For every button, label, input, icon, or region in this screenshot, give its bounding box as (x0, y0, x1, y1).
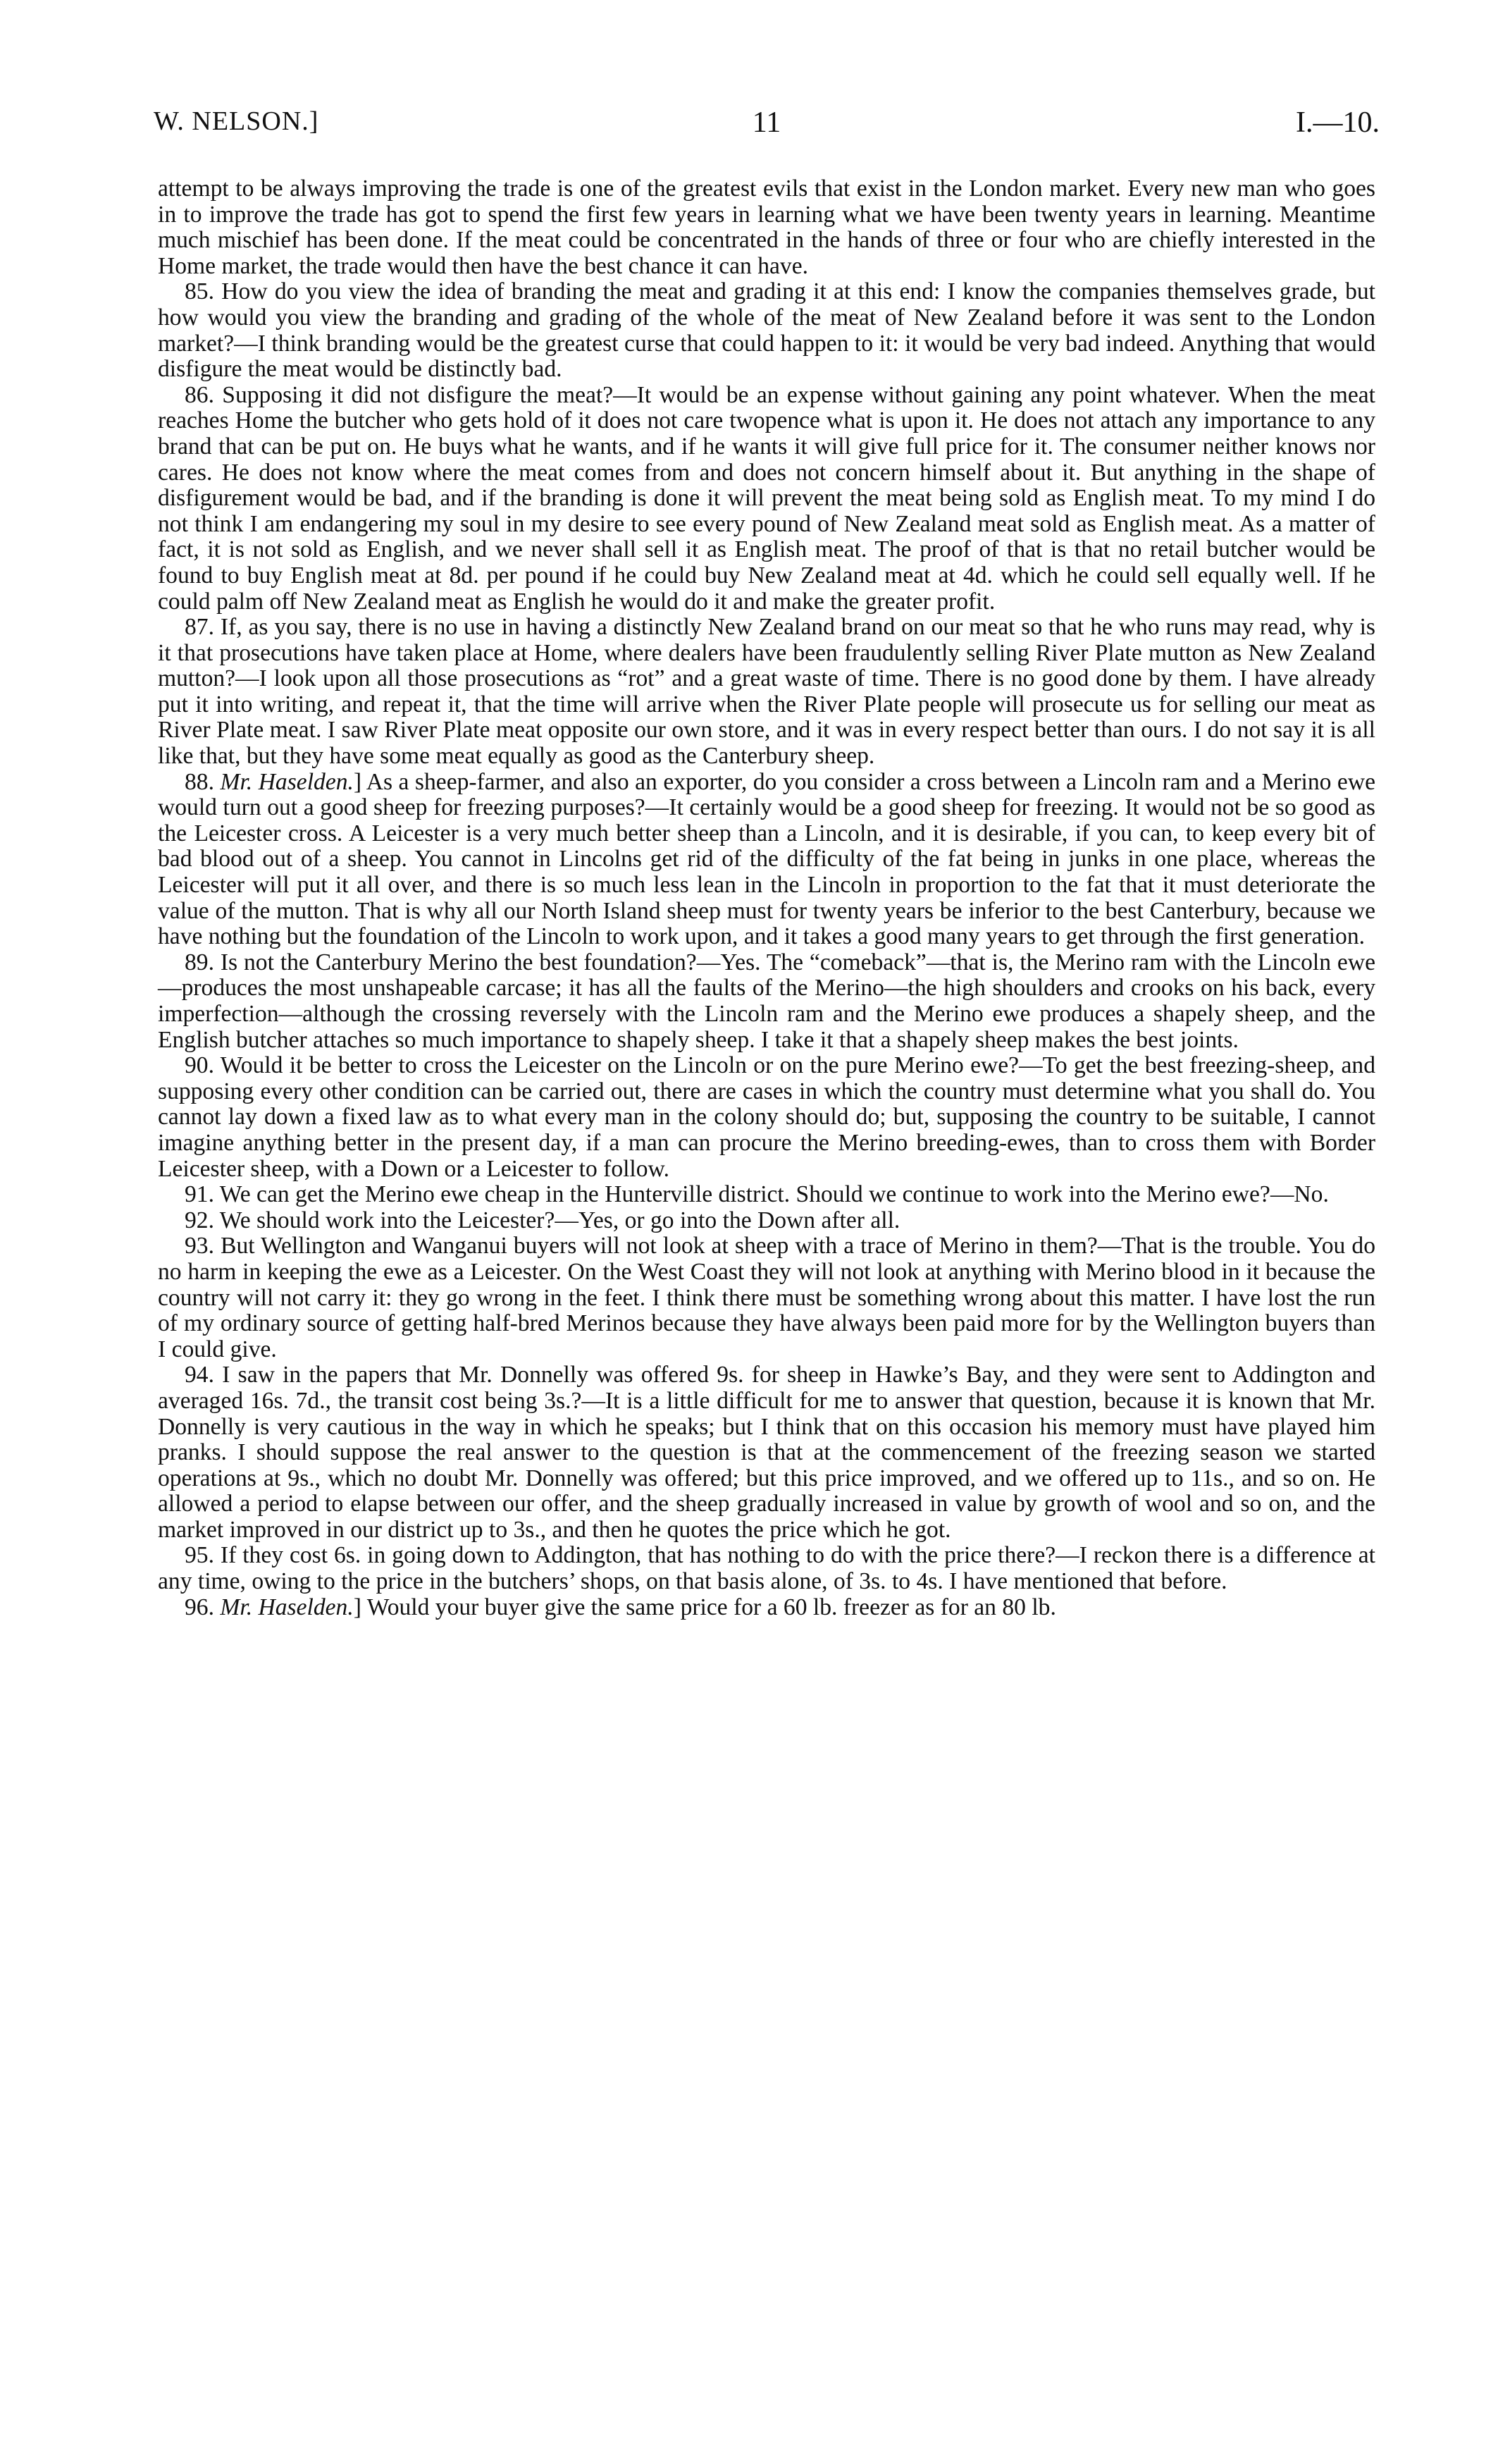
page-number: 11 (752, 106, 781, 139)
paragraph-continuation: attempt to be always improving the trade is one of the greatest evils that exist in the London market. Every new man who goes in to improve the trade has got to spend the first few years in learning what we have been twenty years in learning. Meantime much mischief has been done. If the meat could be concentrated in the hands of three or four who are chiefly interested in the Home market, the trade would then have the best chance it can have. (158, 175, 1375, 279)
paragraph-92: 92. We should work into the Leicester?—Yes, or go into the Down after all. (185, 1207, 900, 1233)
paragraph-88 (158, 770, 1375, 950)
speaker-name: Mr. Haselden. (220, 1594, 354, 1620)
paragraph-90: 90. Would it be better to cross the Leicester on the Lincoln or on the pure Merino ewe?—To get the best freezing-sheep, and supposing every other condition can be carried out, there are cases in which the country must determine what you shall do. You cannot lay down a fixed law as to what every man in the colony should do; but, supposing the country to be suitable, I cannot imagine anything better in the present day, if a man can procure the Merino breeding-ewes, than to cross them with Border Leicester sheep, with a Down or a Leicester to follow. (158, 1052, 1375, 1182)
page-header (154, 106, 1380, 148)
paragraph-87: 87. If, as you say, there is no use in having a distinctly New Zealand brand on our meat so that he who runs may read, why is it that prosecutions have taken place at Home, where dealers have been fraudulently selling River Plate mutton as New Zealand mutton?—I look upon all those prosecutions as “rot” and a great waste of time. There is no good done by them. I have already put it into writing, and repeat it, that the time will arrive when the River Plate people will prosecute us for selling our meat as River Plate meat. I saw River Plate meat opposite our own store, and it was in every respect better than ours. I do not say it is all like that, but they have some meat equally as good as the Canterbury sheep. (158, 614, 1375, 770)
paragraph-95: 95. If they cost 6s. in going down to Addington, that has nothing to do with the price there?—I reckon there is a difference at any time, owing to the price in the butchers’ shops, on that basis alone, of 3s. to 4s. I have mentioned that before. (158, 1542, 1375, 1595)
paragraph-89: 89. Is not the Canterbury Merino the best foundation?—Yes. The “comeback”—that is, the Merino ram with the Lincoln ewe—produces the most unshapeable carcase; it has all the faults of the Merino—the high shoulders and crooks on his back, every imperfection—although the crossing reversely with the Lincoln ram and the Merino ewe produces a shapely sheep, and the English butcher attaches so much importance to shapely sheep. I take it that a shapely sheep makes the best joints. (158, 949, 1375, 1053)
paragraph-94: 94. I saw in the papers that Mr. Donnelly was offered 9s. for sheep in Hawke’s Bay, and they were sent to Addington and averaged 16s. 7d., the transit cost being 3s.?—It is a little difficult for me to answer that question, because it is known that Mr. Donnelly is very cautious in the way in which he speaks; but I think that on this occasion his memory must have played him pranks. I should suppose the real answer to the question is that at the commencement of the freezing season we started operations at 9s., which no doubt Mr. Donnelly was offered; but this price improved, and we offered up to 11s., and so on. He allowed a period to elapse between our offer, and the sheep gradually increased in value by growth of wool and so on, and the market improved in our district up to 3s., and then he quotes the price which he got. (158, 1362, 1375, 1543)
speaker-name: Mr. Haselden. (220, 768, 354, 795)
paragraph-91: 91. We can get the Merino ewe cheap in the Hunterville district. Should we continue to work into the Merino ewe?—No. (185, 1181, 1329, 1208)
question-number: 96. (185, 1594, 214, 1620)
witness-name: W. NELSON.] (154, 106, 319, 136)
paragraph-text: ] As a sheep-farmer, and also an exporter, do you consider a cross between a Lincoln ram and a Merino ewe would turn out a good sheep for freezing purposes?—It certainly would be a good sheep for freezing. It would not be so good as the Leicester cross. A Leicester is a very much better sheep than a Lincoln, and it is desirable, if you can, to keep every bit of bad blood out of a sheep. You cannot in Lincolns get rid of the difficulty of the fat being in junks in one place, whereas the Leicester will put it all over, and there is so much less lean in the Lincoln in proportion to the fat that it must deteriorate the value of the mutton. That is why all our North Island sheep must for twenty years be inferior to the best Canterbury, because we have nothing but the foundation of the Lincoln to work upon, and it takes a good many years to get through the first generation. (158, 768, 1375, 950)
question-number: 88. (185, 768, 214, 795)
paragraph-93: 93. But Wellington and Wanganui buyers will not look at sheep with a trace of Merino in them?—That is the trouble. You do no harm in keeping the ewe as a Leicester. On the West Coast they will not look at anything with Merino blood in it because the country will not carry it: they go wrong in the feet. I think there must be something wrong about this matter. I have lost the run of my ordinary source of getting half-bred Merinos because they have always been paid more for by the Wellington buyers than I could give. (158, 1233, 1375, 1362)
paragraph-96 (158, 1595, 1375, 1621)
paragraph-85: 85. How do you view the idea of branding the meat and grading it at this end: I know the companies themselves grade, but how would you view the branding and grading of the whole of the meat of New Zealand before it was sent to the London market?—I think branding would be the greatest curse that could happen to it: it would be very bad indeed. Anything that would disfigure the meat would be distinctly bad. (158, 278, 1375, 383)
document-body (158, 176, 1375, 1620)
document-reference: I.—10. (1296, 106, 1380, 139)
paragraph-text: ] Would your buyer give the same price for a 60 lb. freezer as for an 80 lb. (353, 1594, 1056, 1620)
paragraph-86: 86. Supposing it did not disfigure the meat?—It would be an expense without gaining any point whatever. When the meat reaches Home the butcher who gets hold of it does not care twopence what is upon it. He does not attach any importance to any brand that can be put on. He buys what he wants, and if he wants it will give full price for it. The consumer neither knows nor cares. He does not know where the meat comes from and does not concern himself about it. But anything in the shape of disfigurement would be bad, and if the branding is done it will prevent the meat being sold as English meat. To my mind I do not think I am endangering my soul in my desire to see every pound of New Zealand meat sold as English meat. As a matter of fact, it is not sold as English, and we never shall sell it as English meat. The proof of that is that no retail butcher would be found to buy English meat at 8d. per pound if he could buy New Zealand meat at 4d. which he could sell equally well. If he could palm off New Zealand meat as English he would do it and make the greater profit. (158, 381, 1375, 615)
